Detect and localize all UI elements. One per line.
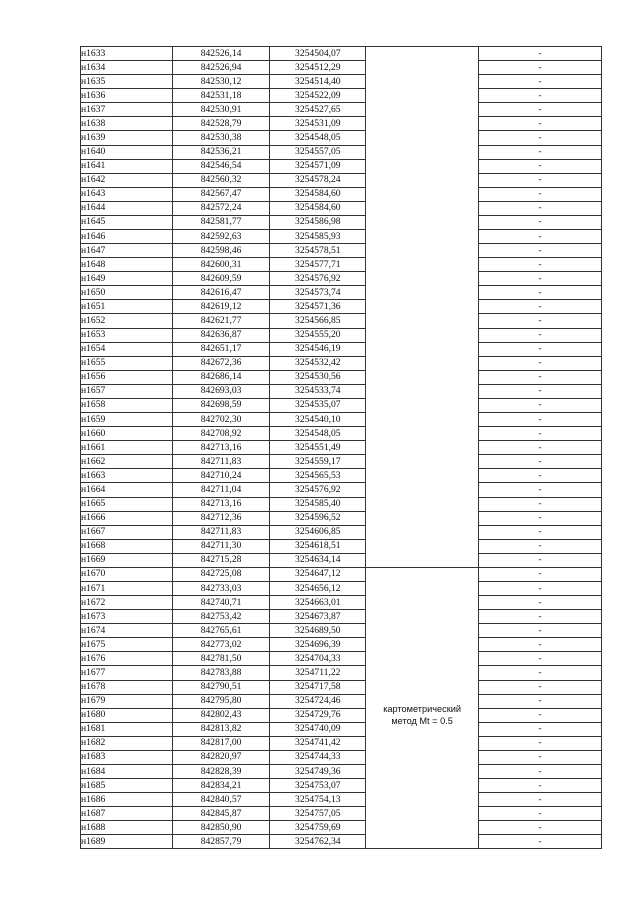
note-cell: - <box>479 722 602 736</box>
x-coordinate: 842693,03 <box>172 384 270 398</box>
table-row <box>81 497 602 511</box>
point-name: н1678 <box>81 680 173 694</box>
point-name: н1636 <box>81 89 173 103</box>
y-coordinate: 3254576,92 <box>270 483 366 497</box>
y-coordinate: 3254557,05 <box>270 145 366 159</box>
table-row <box>81 610 602 624</box>
note-cell: - <box>479 47 602 61</box>
note-cell: - <box>479 173 602 187</box>
x-coordinate: 842592,63 <box>172 230 270 244</box>
point-name: н1640 <box>81 145 173 159</box>
note-cell: - <box>479 497 602 511</box>
y-coordinate: 3254696,39 <box>270 638 366 652</box>
note-cell: - <box>479 75 602 89</box>
table-row <box>81 89 602 103</box>
note-cell: - <box>479 89 602 103</box>
x-coordinate: 842740,71 <box>172 596 270 610</box>
point-name: н1673 <box>81 610 173 624</box>
x-coordinate: 842560,32 <box>172 173 270 187</box>
y-coordinate: 3254673,87 <box>270 610 366 624</box>
point-name: н1670 <box>81 567 173 581</box>
note-cell: - <box>479 61 602 75</box>
x-coordinate: 842711,83 <box>172 525 270 539</box>
table-row <box>81 539 602 553</box>
note-cell: - <box>479 103 602 117</box>
point-name: н1633 <box>81 47 173 61</box>
x-coordinate: 842813,82 <box>172 722 270 736</box>
table-row <box>81 722 602 736</box>
point-name: н1646 <box>81 230 173 244</box>
point-name: н1666 <box>81 511 173 525</box>
point-name: н1654 <box>81 342 173 356</box>
x-coordinate: 842536,21 <box>172 145 270 159</box>
y-coordinate: 3254754,13 <box>270 793 366 807</box>
x-coordinate: 842795,80 <box>172 694 270 708</box>
y-coordinate: 3254585,93 <box>270 230 366 244</box>
table-row <box>81 793 602 807</box>
point-name: н1688 <box>81 821 173 835</box>
table-row <box>81 356 602 370</box>
x-coordinate: 842711,30 <box>172 539 270 553</box>
x-coordinate: 842531,18 <box>172 89 270 103</box>
table-row <box>81 159 602 173</box>
table-row <box>81 117 602 131</box>
point-name: н1651 <box>81 300 173 314</box>
note-cell: - <box>479 793 602 807</box>
y-coordinate: 3254711,22 <box>270 666 366 680</box>
table-row <box>81 427 602 441</box>
x-coordinate: 842711,04 <box>172 483 270 497</box>
x-coordinate: 842609,59 <box>172 272 270 286</box>
table-row <box>81 708 602 722</box>
note-cell: - <box>479 300 602 314</box>
point-name: н1687 <box>81 807 173 821</box>
point-name: н1685 <box>81 779 173 793</box>
table-row <box>81 469 602 483</box>
note-cell: - <box>479 370 602 384</box>
point-name: н1684 <box>81 764 173 778</box>
x-coordinate: 842790,51 <box>172 680 270 694</box>
table-row <box>81 314 602 328</box>
table-row <box>81 581 602 595</box>
table-row <box>81 286 602 300</box>
note-cell: - <box>479 750 602 764</box>
x-coordinate: 842702,30 <box>172 413 270 427</box>
point-name: н1676 <box>81 652 173 666</box>
note-cell: - <box>479 286 602 300</box>
note-cell: - <box>479 666 602 680</box>
x-coordinate: 842817,00 <box>172 736 270 750</box>
point-name: н1650 <box>81 286 173 300</box>
note-cell: - <box>479 272 602 286</box>
table-row <box>81 750 602 764</box>
y-coordinate: 3254548,05 <box>270 131 366 145</box>
point-name: н1634 <box>81 61 173 75</box>
x-coordinate: 842708,92 <box>172 427 270 441</box>
note-cell: - <box>479 455 602 469</box>
table-row <box>81 835 602 849</box>
point-name: н1686 <box>81 793 173 807</box>
x-coordinate: 842526,94 <box>172 61 270 75</box>
x-coordinate: 842526,14 <box>172 47 270 61</box>
y-coordinate: 3254647,12 <box>270 567 366 581</box>
table-row <box>81 258 602 272</box>
point-name: н1674 <box>81 624 173 638</box>
point-name: н1663 <box>81 469 173 483</box>
table-row <box>81 553 602 567</box>
table-row <box>81 652 602 666</box>
table-row <box>81 680 602 694</box>
y-coordinate: 3254741,42 <box>270 736 366 750</box>
point-name: н1647 <box>81 244 173 258</box>
x-coordinate: 842530,91 <box>172 103 270 117</box>
y-coordinate: 3254514,40 <box>270 75 366 89</box>
point-name: н1683 <box>81 750 173 764</box>
x-coordinate: 842773,02 <box>172 638 270 652</box>
y-coordinate: 3254530,56 <box>270 370 366 384</box>
x-coordinate: 842715,28 <box>172 553 270 567</box>
coordinates-table <box>80 46 602 849</box>
y-coordinate: 3254577,71 <box>270 258 366 272</box>
note-cell: - <box>479 652 602 666</box>
y-coordinate: 3254566,85 <box>270 314 366 328</box>
x-coordinate: 842713,16 <box>172 441 270 455</box>
table-row <box>81 596 602 610</box>
y-coordinate: 3254535,07 <box>270 398 366 412</box>
x-coordinate: 842528,79 <box>172 117 270 131</box>
method-cell <box>366 567 479 849</box>
point-name: н1682 <box>81 736 173 750</box>
point-name: н1664 <box>81 483 173 497</box>
point-name: н1652 <box>81 314 173 328</box>
table-row <box>81 398 602 412</box>
note-cell: - <box>479 145 602 159</box>
x-coordinate: 842733,03 <box>172 581 270 595</box>
note-cell: - <box>479 131 602 145</box>
y-coordinate: 3254578,51 <box>270 244 366 258</box>
point-name: н1672 <box>81 596 173 610</box>
table-row <box>81 131 602 145</box>
note-cell: - <box>479 736 602 750</box>
y-coordinate: 3254759,69 <box>270 821 366 835</box>
table-row <box>81 201 602 215</box>
point-name: н1656 <box>81 370 173 384</box>
x-coordinate: 842600,31 <box>172 258 270 272</box>
table-row <box>81 244 602 258</box>
y-coordinate: 3254724,46 <box>270 694 366 708</box>
method-cell-empty <box>366 47 479 568</box>
y-coordinate: 3254584,60 <box>270 201 366 215</box>
y-coordinate: 3254555,20 <box>270 328 366 342</box>
table-row <box>81 75 602 89</box>
table-row <box>81 173 602 187</box>
point-name: н1644 <box>81 201 173 215</box>
table-row <box>81 300 602 314</box>
y-coordinate: 3254551,49 <box>270 441 366 455</box>
note-cell: - <box>479 159 602 173</box>
note-cell: - <box>479 525 602 539</box>
note-cell: - <box>479 581 602 595</box>
x-coordinate: 842710,24 <box>172 469 270 483</box>
table-row <box>81 666 602 680</box>
y-coordinate: 3254578,24 <box>270 173 366 187</box>
y-coordinate: 3254531,09 <box>270 117 366 131</box>
note-cell: - <box>479 244 602 258</box>
y-coordinate: 3254548,05 <box>270 427 366 441</box>
y-coordinate: 3254618,51 <box>270 539 366 553</box>
point-name: н1639 <box>81 131 173 145</box>
table-row <box>81 441 602 455</box>
table-row <box>81 525 602 539</box>
note-cell: - <box>479 779 602 793</box>
table-row <box>81 821 602 835</box>
note-cell: - <box>479 553 602 567</box>
point-name: н1677 <box>81 666 173 680</box>
table-row <box>81 694 602 708</box>
table-row <box>81 483 602 497</box>
point-name: н1657 <box>81 384 173 398</box>
x-coordinate: 842546,54 <box>172 159 270 173</box>
point-name: н1641 <box>81 159 173 173</box>
table-row <box>81 413 602 427</box>
note-cell: - <box>479 483 602 497</box>
x-coordinate: 842765,61 <box>172 624 270 638</box>
y-coordinate: 3254573,74 <box>270 286 366 300</box>
x-coordinate: 842530,38 <box>172 131 270 145</box>
y-coordinate: 3254522,09 <box>270 89 366 103</box>
note-cell: - <box>479 328 602 342</box>
note-cell: - <box>479 624 602 638</box>
x-coordinate: 842636,87 <box>172 328 270 342</box>
note-cell: - <box>479 187 602 201</box>
y-coordinate: 3254576,92 <box>270 272 366 286</box>
x-coordinate: 842850,90 <box>172 821 270 835</box>
note-cell: - <box>479 117 602 131</box>
y-coordinate: 3254762,34 <box>270 835 366 849</box>
x-coordinate: 842616,47 <box>172 286 270 300</box>
point-name: н1653 <box>81 328 173 342</box>
note-cell: - <box>479 427 602 441</box>
note-cell: - <box>479 821 602 835</box>
point-name: н1665 <box>81 497 173 511</box>
point-name: н1659 <box>81 413 173 427</box>
y-coordinate: 3254656,12 <box>270 581 366 595</box>
x-coordinate: 842621,77 <box>172 314 270 328</box>
table-row <box>81 328 602 342</box>
y-coordinate: 3254717,58 <box>270 680 366 694</box>
table-row <box>81 47 602 61</box>
y-coordinate: 3254546,19 <box>270 342 366 356</box>
point-name: н1662 <box>81 455 173 469</box>
table-row <box>81 638 602 652</box>
x-coordinate: 842820,97 <box>172 750 270 764</box>
table-row <box>81 511 602 525</box>
note-cell: - <box>479 413 602 427</box>
table-row <box>81 455 602 469</box>
y-coordinate: 3254586,98 <box>270 215 366 229</box>
x-coordinate: 842698,59 <box>172 398 270 412</box>
point-name: н1667 <box>81 525 173 539</box>
y-coordinate: 3254663,01 <box>270 596 366 610</box>
note-cell: - <box>479 342 602 356</box>
point-name: н1675 <box>81 638 173 652</box>
point-name: н1660 <box>81 427 173 441</box>
y-coordinate: 3254533,74 <box>270 384 366 398</box>
method-label: картометрический метод Mt = 0.5 <box>383 704 462 727</box>
y-coordinate: 3254532,42 <box>270 356 366 370</box>
x-coordinate: 842840,57 <box>172 793 270 807</box>
table-row <box>81 145 602 159</box>
point-name: н1671 <box>81 581 173 595</box>
note-cell: - <box>479 708 602 722</box>
note-cell: - <box>479 384 602 398</box>
x-coordinate: 842619,12 <box>172 300 270 314</box>
y-coordinate: 3254571,36 <box>270 300 366 314</box>
x-coordinate: 842845,87 <box>172 807 270 821</box>
table-row <box>81 187 602 201</box>
table-row <box>81 779 602 793</box>
x-coordinate: 842711,83 <box>172 455 270 469</box>
y-coordinate: 3254565,53 <box>270 469 366 483</box>
note-cell: - <box>479 511 602 525</box>
note-cell: - <box>479 596 602 610</box>
table-row <box>81 384 602 398</box>
note-cell: - <box>479 539 602 553</box>
x-coordinate: 842753,42 <box>172 610 270 624</box>
x-coordinate: 842834,21 <box>172 779 270 793</box>
coordinates-table-body <box>81 47 602 849</box>
note-cell: - <box>479 835 602 849</box>
point-name: н1661 <box>81 441 173 455</box>
y-coordinate: 3254559,17 <box>270 455 366 469</box>
x-coordinate: 842572,24 <box>172 201 270 215</box>
point-name: н1642 <box>81 173 173 187</box>
x-coordinate: 842530,12 <box>172 75 270 89</box>
note-cell: - <box>479 441 602 455</box>
table-row <box>81 370 602 384</box>
note-cell: - <box>479 314 602 328</box>
table-row <box>81 342 602 356</box>
x-coordinate: 842581,77 <box>172 215 270 229</box>
note-cell: - <box>479 230 602 244</box>
note-cell: - <box>479 258 602 272</box>
note-cell: - <box>479 469 602 483</box>
y-coordinate: 3254512,29 <box>270 61 366 75</box>
y-coordinate: 3254584,60 <box>270 187 366 201</box>
point-name: н1637 <box>81 103 173 117</box>
y-coordinate: 3254540,10 <box>270 413 366 427</box>
point-name: н1655 <box>81 356 173 370</box>
note-cell: - <box>479 201 602 215</box>
point-name: н1669 <box>81 553 173 567</box>
y-coordinate: 3254504,07 <box>270 47 366 61</box>
x-coordinate: 842725,08 <box>172 567 270 581</box>
point-name: н1681 <box>81 722 173 736</box>
x-coordinate: 842802,43 <box>172 708 270 722</box>
x-coordinate: 842713,16 <box>172 497 270 511</box>
point-name: н1679 <box>81 694 173 708</box>
point-name: н1648 <box>81 258 173 272</box>
table-row <box>81 624 602 638</box>
table-row <box>81 567 602 581</box>
table-row <box>81 807 602 821</box>
note-cell: - <box>479 638 602 652</box>
table-row <box>81 215 602 229</box>
y-coordinate: 3254744,33 <box>270 750 366 764</box>
y-coordinate: 3254596,52 <box>270 511 366 525</box>
note-cell: - <box>479 807 602 821</box>
note-cell: - <box>479 398 602 412</box>
y-coordinate: 3254757,05 <box>270 807 366 821</box>
note-cell: - <box>479 764 602 778</box>
point-name: н1635 <box>81 75 173 89</box>
note-cell: - <box>479 356 602 370</box>
x-coordinate: 842686,14 <box>172 370 270 384</box>
x-coordinate: 842857,79 <box>172 835 270 849</box>
note-cell: - <box>479 680 602 694</box>
point-name: н1680 <box>81 708 173 722</box>
y-coordinate: 3254704,33 <box>270 652 366 666</box>
point-name: н1649 <box>81 272 173 286</box>
y-coordinate: 3254740,09 <box>270 722 366 736</box>
x-coordinate: 842598,46 <box>172 244 270 258</box>
point-name: н1643 <box>81 187 173 201</box>
y-coordinate: 3254634,14 <box>270 553 366 567</box>
x-coordinate: 842783,88 <box>172 666 270 680</box>
y-coordinate: 3254729,76 <box>270 708 366 722</box>
x-coordinate: 842828,39 <box>172 764 270 778</box>
note-cell: - <box>479 610 602 624</box>
table-row <box>81 764 602 778</box>
note-cell: - <box>479 694 602 708</box>
y-coordinate: 3254527,65 <box>270 103 366 117</box>
y-coordinate: 3254585,40 <box>270 497 366 511</box>
point-name: н1638 <box>81 117 173 131</box>
table-row <box>81 103 602 117</box>
point-name: н1689 <box>81 835 173 849</box>
table-row <box>81 230 602 244</box>
y-coordinate: 3254749,36 <box>270 764 366 778</box>
y-coordinate: 3254753,07 <box>270 779 366 793</box>
x-coordinate: 842672,36 <box>172 356 270 370</box>
note-cell: - <box>479 567 602 581</box>
x-coordinate: 842712,36 <box>172 511 270 525</box>
point-name: н1658 <box>81 398 173 412</box>
y-coordinate: 3254571,09 <box>270 159 366 173</box>
table-row <box>81 61 602 75</box>
x-coordinate: 842651,17 <box>172 342 270 356</box>
x-coordinate: 842567,47 <box>172 187 270 201</box>
table-row <box>81 272 602 286</box>
y-coordinate: 3254689,50 <box>270 624 366 638</box>
note-cell: - <box>479 215 602 229</box>
point-name: н1645 <box>81 215 173 229</box>
point-name: н1668 <box>81 539 173 553</box>
table-row <box>81 736 602 750</box>
x-coordinate: 842781,50 <box>172 652 270 666</box>
y-coordinate: 3254606,85 <box>270 525 366 539</box>
